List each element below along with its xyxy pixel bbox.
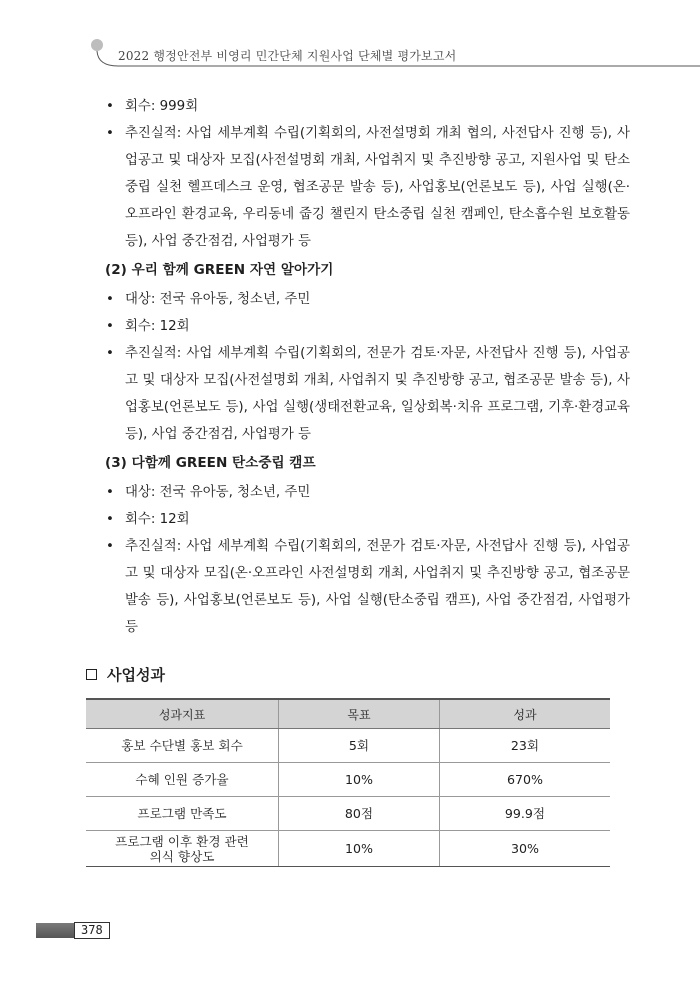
table-cell: 670% [440, 763, 611, 797]
table-row [86, 831, 610, 867]
bullet-item: • 회수: 999회 [106, 93, 630, 120]
table-row [86, 763, 610, 797]
column-header: 성과 [440, 699, 611, 729]
performance-heading-text: 사업성과 [107, 666, 165, 684]
performance-heading [86, 664, 165, 685]
table-cell: 10% [279, 831, 440, 867]
performance-table [86, 698, 610, 867]
bullet-item: • 대상: 전국 유아동, 청소년, 주민 [106, 479, 630, 506]
checkbox-square-icon [86, 669, 97, 680]
table-cell: 5회 [279, 729, 440, 763]
page-number: 378 [74, 922, 110, 939]
header-title: 2022 행정안전부 비영리 민간단체 지원사업 단체별 평가보고서 [118, 49, 457, 63]
performance-table-wrap [86, 698, 610, 867]
table-cell: 프로그램 만족도 [86, 797, 279, 831]
table-cell: 10% [279, 763, 440, 797]
bullet-item: • 추진실적: 사업 세부계획 수립(기획회의, 사전설명회 개최 협의, 사전답사 진행 등), 사업공고 및 대상자 모집(사전설명회 개최, 사업취지 및 추진방향 공고, 지원사업 및 탄소중립 실천 헬프데스크 운영, 협조공문 발송 등), 사업홍보(언론보도 등), 사업 실행(온·오프라인 환경교육, 우리동네 줍깅 챌린지 탄소중립 실천 캠페인, 탄소흡수원 보호활동 등), 사업 중간점검, 사업평가 등 [106, 120, 630, 255]
table-cell: 80점 [279, 797, 440, 831]
page-header [0, 0, 700, 70]
table-row [86, 729, 610, 763]
main-content [106, 93, 630, 641]
column-header: 목표 [279, 699, 440, 729]
bullet-item: • 추진실적: 사업 세부계획 수립(기획회의, 전문가 검토·자문, 사전답사 진행 등), 사업공고 및 대상자 모집(온·오프라인 사전설명회 개최, 사업취지 및 추진방향 공고, 협조공문 발송 등), 사업홍보(언론보도 등), 사업 실행(탄소중립 캠프), 사업 중간점검, 사업평가 등 [106, 533, 630, 641]
bullet-item: • 회수: 12회 [106, 313, 630, 340]
table-header-row [86, 699, 610, 729]
subsection-heading: (2) 우리 함께 GREEN 자연 알아가기 [105, 262, 334, 278]
bullet-item: • 대상: 전국 유아동, 청소년, 주민 [106, 286, 630, 313]
table-cell: 홍보 수단별 홍보 회수 [86, 729, 279, 763]
table-cell: 99.9점 [440, 797, 611, 831]
table-cell: 프로그램 이후 환경 관련 의식 향상도 [86, 831, 279, 867]
table-row [86, 797, 610, 831]
column-header: 성과지표 [86, 699, 279, 729]
table-cell: 23회 [440, 729, 611, 763]
bullet-item: • 추진실적: 사업 세부계획 수립(기획회의, 전문가 검토·자문, 사전답사 진행 등), 사업공고 및 대상자 모집(사전설명회 개최, 사업취지 및 추진방향 공고, 협조공문 발송 등), 사업홍보(언론보도 등), 사업 실행(생태전환교육, 일상회복·치유 프로그램, 기후·환경교육 등), 사업 중간점검, 사업평가 등 [106, 340, 630, 448]
subsection-heading: (3) 다함께 GREEN 탄소중립 캠프 [105, 455, 316, 471]
bullet-item: • 회수: 12회 [106, 506, 630, 533]
table-cell: 수혜 인원 증가율 [86, 763, 279, 797]
table-cell: 30% [440, 831, 611, 867]
